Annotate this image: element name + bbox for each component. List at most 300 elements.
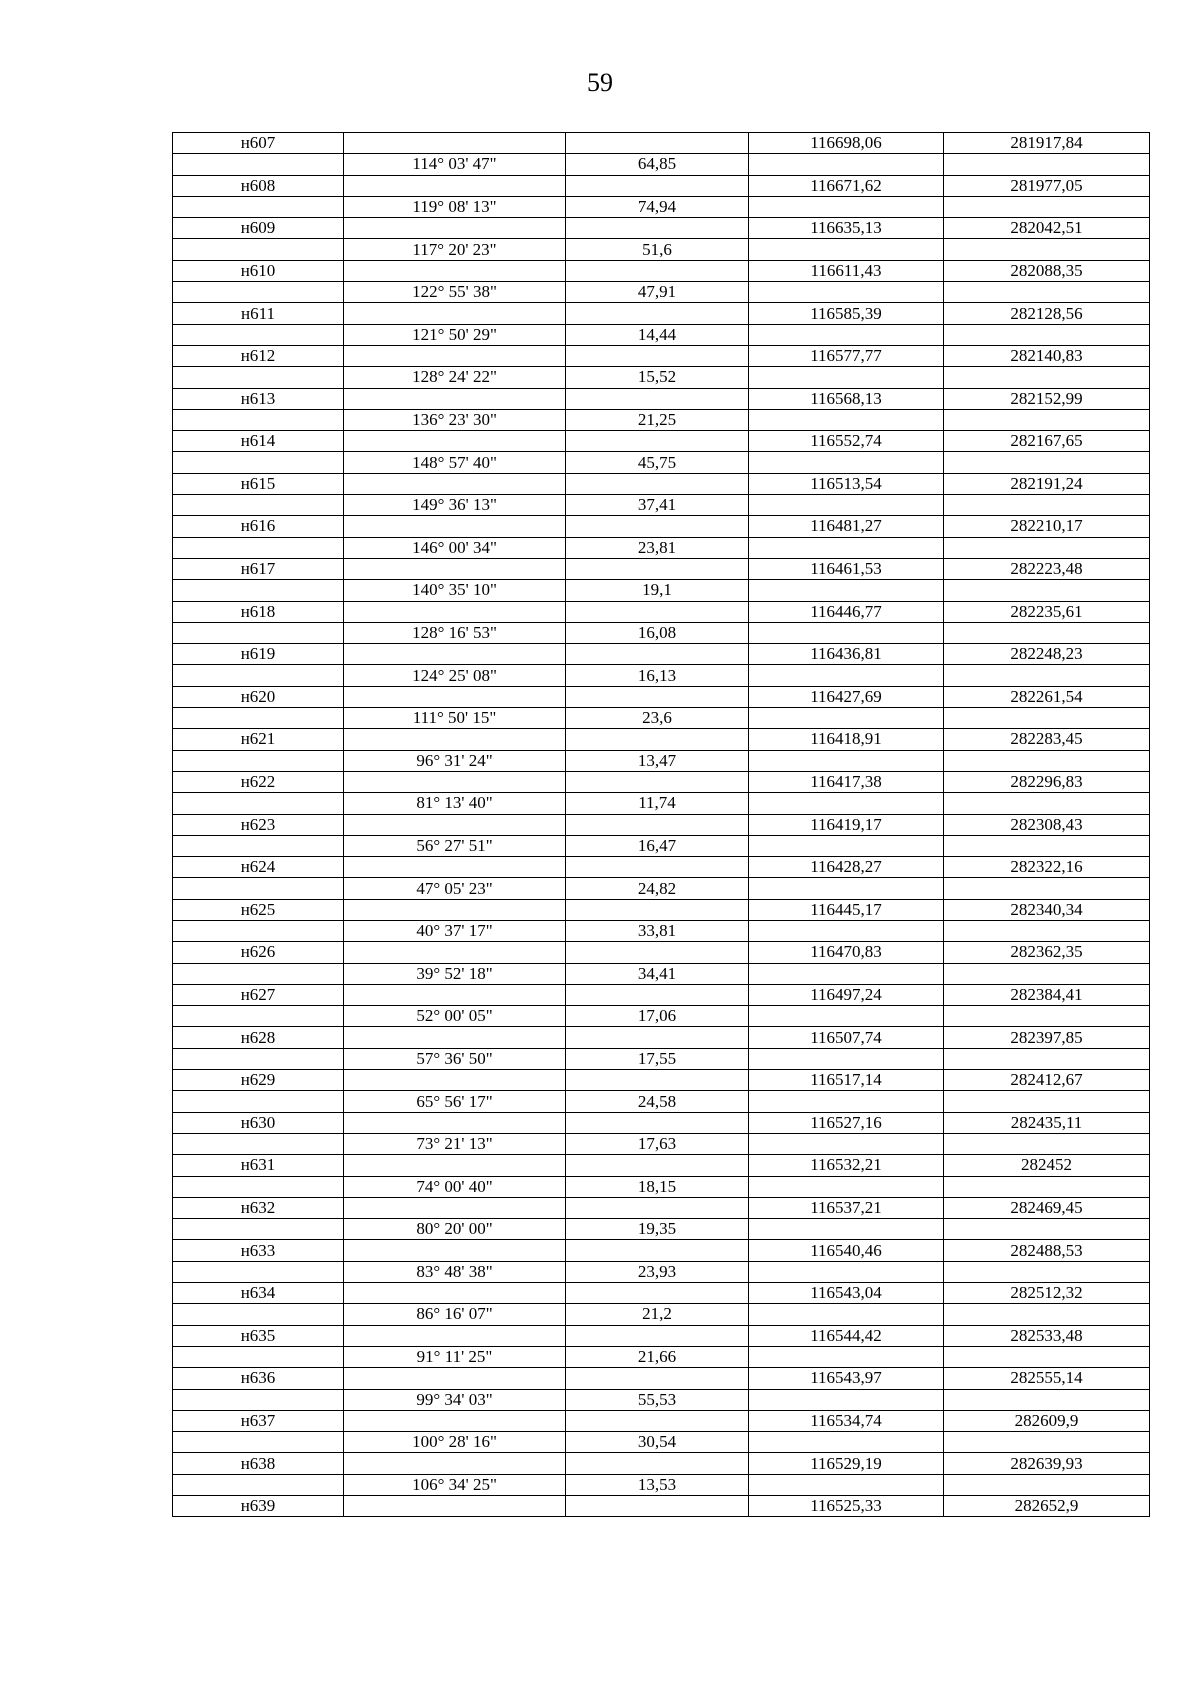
empty-cell [344,1410,566,1431]
y-coordinate-cell: 282235,61 [944,601,1150,622]
empty-cell [944,665,1150,686]
segment-row [173,835,1150,856]
y-coordinate-cell: 282435,11 [944,1112,1150,1133]
distance-cell: 14,44 [566,324,749,345]
x-coordinate-cell: 116527,16 [749,1112,944,1133]
empty-cell [749,835,944,856]
empty-cell [749,580,944,601]
point-row [173,1496,1150,1517]
empty-cell [566,729,749,750]
point-row [173,303,1150,324]
segment-row [173,580,1150,601]
y-coordinate-cell: 282210,17 [944,516,1150,537]
distance-cell: 34,41 [566,963,749,984]
distance-cell: 19,35 [566,1219,749,1240]
segment-row [173,495,1150,516]
empty-cell [566,814,749,835]
point-row [173,1368,1150,1389]
direction-angle-cell: 149° 36' 13" [344,495,566,516]
empty-cell [173,1219,344,1240]
x-coordinate-cell: 116568,13 [749,388,944,409]
segment-row [173,324,1150,345]
point-id-cell: н608 [173,175,344,196]
direction-angle-cell: 106° 34' 25" [344,1474,566,1495]
empty-cell [566,1112,749,1133]
point-row [173,601,1150,622]
empty-cell [173,920,344,941]
empty-cell [566,899,749,920]
point-id-cell: н609 [173,218,344,239]
y-coordinate-cell: 282296,83 [944,771,1150,792]
point-row [173,388,1150,409]
distance-cell: 13,47 [566,750,749,771]
point-id-cell: н629 [173,1070,344,1091]
empty-cell [173,154,344,175]
y-coordinate-cell: 282140,83 [944,345,1150,366]
x-coordinate-cell: 116517,14 [749,1070,944,1091]
distance-cell: 24,58 [566,1091,749,1112]
empty-cell [749,1006,944,1027]
segment-row [173,1304,1150,1325]
y-coordinate-cell: 282261,54 [944,686,1150,707]
empty-cell [944,324,1150,345]
empty-cell [344,388,566,409]
empty-cell [344,729,566,750]
empty-cell [344,1240,566,1261]
empty-cell [344,814,566,835]
x-coordinate-cell: 116543,97 [749,1368,944,1389]
empty-cell [566,175,749,196]
distance-cell: 23,93 [566,1261,749,1282]
empty-cell [344,431,566,452]
empty-cell [749,154,944,175]
empty-cell [566,345,749,366]
point-row [173,218,1150,239]
empty-cell [944,1304,1150,1325]
empty-cell [749,409,944,430]
point-row [173,942,1150,963]
y-coordinate-cell: 282152,99 [944,388,1150,409]
x-coordinate-cell: 116445,17 [749,899,944,920]
coordinates-table-body [173,133,1150,1517]
x-coordinate-cell: 116635,13 [749,218,944,239]
empty-cell [173,1006,344,1027]
segment-row [173,367,1150,388]
empty-cell [344,857,566,878]
empty-cell [566,601,749,622]
y-coordinate-cell: 282362,35 [944,942,1150,963]
empty-cell [566,133,749,154]
distance-cell: 47,91 [566,282,749,303]
distance-cell: 21,2 [566,1304,749,1325]
empty-cell [173,1304,344,1325]
empty-cell [749,622,944,643]
empty-cell [944,1176,1150,1197]
point-row [173,984,1150,1005]
empty-cell [344,175,566,196]
empty-cell [944,367,1150,388]
point-id-cell: н623 [173,814,344,835]
distance-cell: 16,08 [566,622,749,643]
x-coordinate-cell: 116543,04 [749,1283,944,1304]
empty-cell [344,1325,566,1346]
direction-angle-cell: 74° 00' 40" [344,1176,566,1197]
y-coordinate-cell: 282167,65 [944,431,1150,452]
direction-angle-cell: 117° 20' 23" [344,239,566,260]
segment-row [173,1389,1150,1410]
segment-row [173,963,1150,984]
empty-cell [566,558,749,579]
y-coordinate-cell: 282639,93 [944,1453,1150,1474]
empty-cell [344,516,566,537]
empty-cell [173,324,344,345]
x-coordinate-cell: 116532,21 [749,1155,944,1176]
distance-cell: 55,53 [566,1389,749,1410]
segment-row [173,1048,1150,1069]
empty-cell [173,1091,344,1112]
distance-cell: 21,25 [566,409,749,430]
coordinates-table [172,132,1150,1517]
empty-cell [944,1261,1150,1282]
empty-cell [173,1389,344,1410]
segment-row [173,665,1150,686]
x-coordinate-cell: 116611,43 [749,260,944,281]
empty-cell [173,495,344,516]
direction-angle-cell: 39° 52' 18" [344,963,566,984]
direction-angle-cell: 96° 31' 24" [344,750,566,771]
empty-cell [749,750,944,771]
y-coordinate-cell: 282191,24 [944,473,1150,494]
x-coordinate-cell: 116513,54 [749,473,944,494]
point-id-cell: н628 [173,1027,344,1048]
segment-row [173,1006,1150,1027]
empty-cell [944,750,1150,771]
x-coordinate-cell: 116418,91 [749,729,944,750]
segment-row [173,282,1150,303]
empty-cell [749,324,944,345]
x-coordinate-cell: 116552,74 [749,431,944,452]
x-coordinate-cell: 116497,24 [749,984,944,1005]
point-id-cell: н634 [173,1283,344,1304]
direction-angle-cell: 119° 08' 13" [344,196,566,217]
empty-cell [749,878,944,899]
empty-cell [344,260,566,281]
point-id-cell: н611 [173,303,344,324]
point-row [173,1240,1150,1261]
empty-cell [173,580,344,601]
y-coordinate-cell: 282042,51 [944,218,1150,239]
empty-cell [344,601,566,622]
direction-angle-cell: 111° 50' 15" [344,708,566,729]
distance-cell: 64,85 [566,154,749,175]
page-number: 59 [587,68,613,97]
y-coordinate-cell: 282512,32 [944,1283,1150,1304]
empty-cell [566,218,749,239]
y-coordinate-cell: 282308,43 [944,814,1150,835]
direction-angle-cell: 81° 13' 40" [344,793,566,814]
y-coordinate-cell: 281977,05 [944,175,1150,196]
point-row [173,1070,1150,1091]
empty-cell [344,1070,566,1091]
empty-cell [344,899,566,920]
empty-cell [749,1219,944,1240]
empty-cell [749,367,944,388]
y-coordinate-cell: 282397,85 [944,1027,1150,1048]
segment-row [173,1474,1150,1495]
distance-cell: 23,81 [566,537,749,558]
empty-cell [944,537,1150,558]
point-id-cell: н633 [173,1240,344,1261]
distance-cell: 16,47 [566,835,749,856]
empty-cell [944,1133,1150,1154]
direction-angle-cell: 80° 20' 00" [344,1219,566,1240]
empty-cell [566,1027,749,1048]
empty-cell [749,1261,944,1282]
empty-cell [173,282,344,303]
empty-cell [173,793,344,814]
y-coordinate-cell: 282555,14 [944,1368,1150,1389]
empty-cell [344,345,566,366]
point-id-cell: н621 [173,729,344,750]
x-coordinate-cell: 116577,77 [749,345,944,366]
distance-cell: 17,55 [566,1048,749,1069]
empty-cell [944,1091,1150,1112]
distance-cell: 45,75 [566,452,749,473]
point-id-cell: н613 [173,388,344,409]
y-coordinate-cell: 282384,41 [944,984,1150,1005]
distance-cell: 17,06 [566,1006,749,1027]
direction-angle-cell: 136° 23' 30" [344,409,566,430]
empty-cell [944,622,1150,643]
point-row [173,175,1150,196]
segment-row [173,708,1150,729]
point-id-cell: н619 [173,644,344,665]
direction-angle-cell: 128° 16' 53" [344,622,566,643]
distance-cell: 33,81 [566,920,749,941]
empty-cell [173,665,344,686]
empty-cell [566,1453,749,1474]
distance-cell: 13,53 [566,1474,749,1495]
empty-cell [344,1283,566,1304]
point-id-cell: н614 [173,431,344,452]
point-row [173,1410,1150,1431]
direction-angle-cell: 56° 27' 51" [344,835,566,856]
empty-cell [173,1176,344,1197]
empty-cell [944,1346,1150,1367]
direction-angle-cell: 52° 00' 05" [344,1006,566,1027]
empty-cell [344,771,566,792]
x-coordinate-cell: 116529,19 [749,1453,944,1474]
empty-cell [749,1176,944,1197]
empty-cell [749,282,944,303]
segment-row [173,239,1150,260]
empty-cell [749,793,944,814]
x-coordinate-cell: 116427,69 [749,686,944,707]
point-id-cell: н616 [173,516,344,537]
point-row [173,345,1150,366]
empty-cell [944,835,1150,856]
distance-cell: 23,6 [566,708,749,729]
empty-cell [344,644,566,665]
empty-cell [173,239,344,260]
y-coordinate-cell: 282469,45 [944,1197,1150,1218]
segment-row [173,1176,1150,1197]
distance-cell: 21,66 [566,1346,749,1367]
empty-cell [944,708,1150,729]
empty-cell [749,196,944,217]
empty-cell [566,1496,749,1517]
point-id-cell: н622 [173,771,344,792]
empty-cell [173,622,344,643]
empty-cell [749,495,944,516]
empty-cell [173,963,344,984]
empty-cell [749,537,944,558]
direction-angle-cell: 122° 55' 38" [344,282,566,303]
point-row [173,260,1150,281]
empty-cell [749,1346,944,1367]
empty-cell [944,239,1150,260]
distance-cell: 30,54 [566,1432,749,1453]
x-coordinate-cell: 116537,21 [749,1197,944,1218]
x-coordinate-cell: 116436,81 [749,644,944,665]
empty-cell [173,1346,344,1367]
empty-cell [173,367,344,388]
empty-cell [566,1070,749,1091]
empty-cell [173,1474,344,1495]
point-row [173,1112,1150,1133]
segment-row [173,622,1150,643]
empty-cell [173,1133,344,1154]
empty-cell [566,857,749,878]
empty-cell [944,1006,1150,1027]
point-row [173,644,1150,665]
empty-cell [344,218,566,239]
empty-cell [173,1261,344,1282]
point-row [173,1027,1150,1048]
segment-row [173,1133,1150,1154]
segment-row [173,1346,1150,1367]
empty-cell [944,963,1150,984]
direction-angle-cell: 57° 36' 50" [344,1048,566,1069]
empty-cell [566,1283,749,1304]
empty-cell [566,1325,749,1346]
empty-cell [944,154,1150,175]
empty-cell [749,920,944,941]
distance-cell: 19,1 [566,580,749,601]
empty-cell [749,1133,944,1154]
point-id-cell: н618 [173,601,344,622]
segment-row [173,1091,1150,1112]
segment-row [173,1219,1150,1240]
empty-cell [749,1474,944,1495]
x-coordinate-cell: 116470,83 [749,942,944,963]
point-id-cell: н615 [173,473,344,494]
empty-cell [566,1240,749,1261]
empty-cell [566,431,749,452]
direction-angle-cell: 124° 25' 08" [344,665,566,686]
empty-cell [566,1410,749,1431]
direction-angle-cell: 114° 03' 47" [344,154,566,175]
point-row [173,1155,1150,1176]
empty-cell [944,452,1150,473]
point-row [173,729,1150,750]
point-id-cell: н612 [173,345,344,366]
empty-cell [173,1432,344,1453]
y-coordinate-cell: 281917,84 [944,133,1150,154]
point-row [173,1197,1150,1218]
point-id-cell: н617 [173,558,344,579]
point-id-cell: н637 [173,1410,344,1431]
empty-cell [566,516,749,537]
empty-cell [344,1155,566,1176]
empty-cell [566,473,749,494]
point-row [173,1283,1150,1304]
point-id-cell: н627 [173,984,344,1005]
empty-cell [944,878,1150,899]
empty-cell [944,793,1150,814]
y-coordinate-cell: 282652,9 [944,1496,1150,1517]
point-id-cell: н610 [173,260,344,281]
point-row [173,771,1150,792]
x-coordinate-cell: 116534,74 [749,1410,944,1431]
distance-cell: 15,52 [566,367,749,388]
empty-cell [944,1389,1150,1410]
x-coordinate-cell: 116540,46 [749,1240,944,1261]
x-coordinate-cell: 116507,74 [749,1027,944,1048]
segment-row [173,750,1150,771]
empty-cell [173,750,344,771]
empty-cell [944,1048,1150,1069]
empty-cell [173,835,344,856]
distance-cell: 37,41 [566,495,749,516]
point-row [173,814,1150,835]
direction-angle-cell: 99° 34' 03" [344,1389,566,1410]
empty-cell [344,133,566,154]
empty-cell [344,558,566,579]
point-id-cell: н625 [173,899,344,920]
empty-cell [173,537,344,558]
y-coordinate-cell: 282609,9 [944,1410,1150,1431]
empty-cell [944,580,1150,601]
point-row [173,133,1150,154]
point-row [173,1453,1150,1474]
empty-cell [749,1389,944,1410]
empty-cell [344,942,566,963]
empty-cell [566,771,749,792]
point-id-cell: н624 [173,857,344,878]
empty-cell [344,1112,566,1133]
x-coordinate-cell: 116698,06 [749,133,944,154]
y-coordinate-cell: 282322,16 [944,857,1150,878]
segment-row [173,920,1150,941]
x-coordinate-cell: 116446,77 [749,601,944,622]
y-coordinate-cell: 282223,48 [944,558,1150,579]
empty-cell [566,1155,749,1176]
point-id-cell: н635 [173,1325,344,1346]
empty-cell [944,1219,1150,1240]
empty-cell [344,1027,566,1048]
point-row [173,516,1150,537]
direction-angle-cell: 73° 21' 13" [344,1133,566,1154]
direction-angle-cell: 128° 24' 22" [344,367,566,388]
direction-angle-cell: 86° 16' 07" [344,1304,566,1325]
y-coordinate-cell: 282248,23 [944,644,1150,665]
empty-cell [566,1368,749,1389]
empty-cell [344,303,566,324]
point-id-cell: н636 [173,1368,344,1389]
point-id-cell: н632 [173,1197,344,1218]
empty-cell [344,473,566,494]
